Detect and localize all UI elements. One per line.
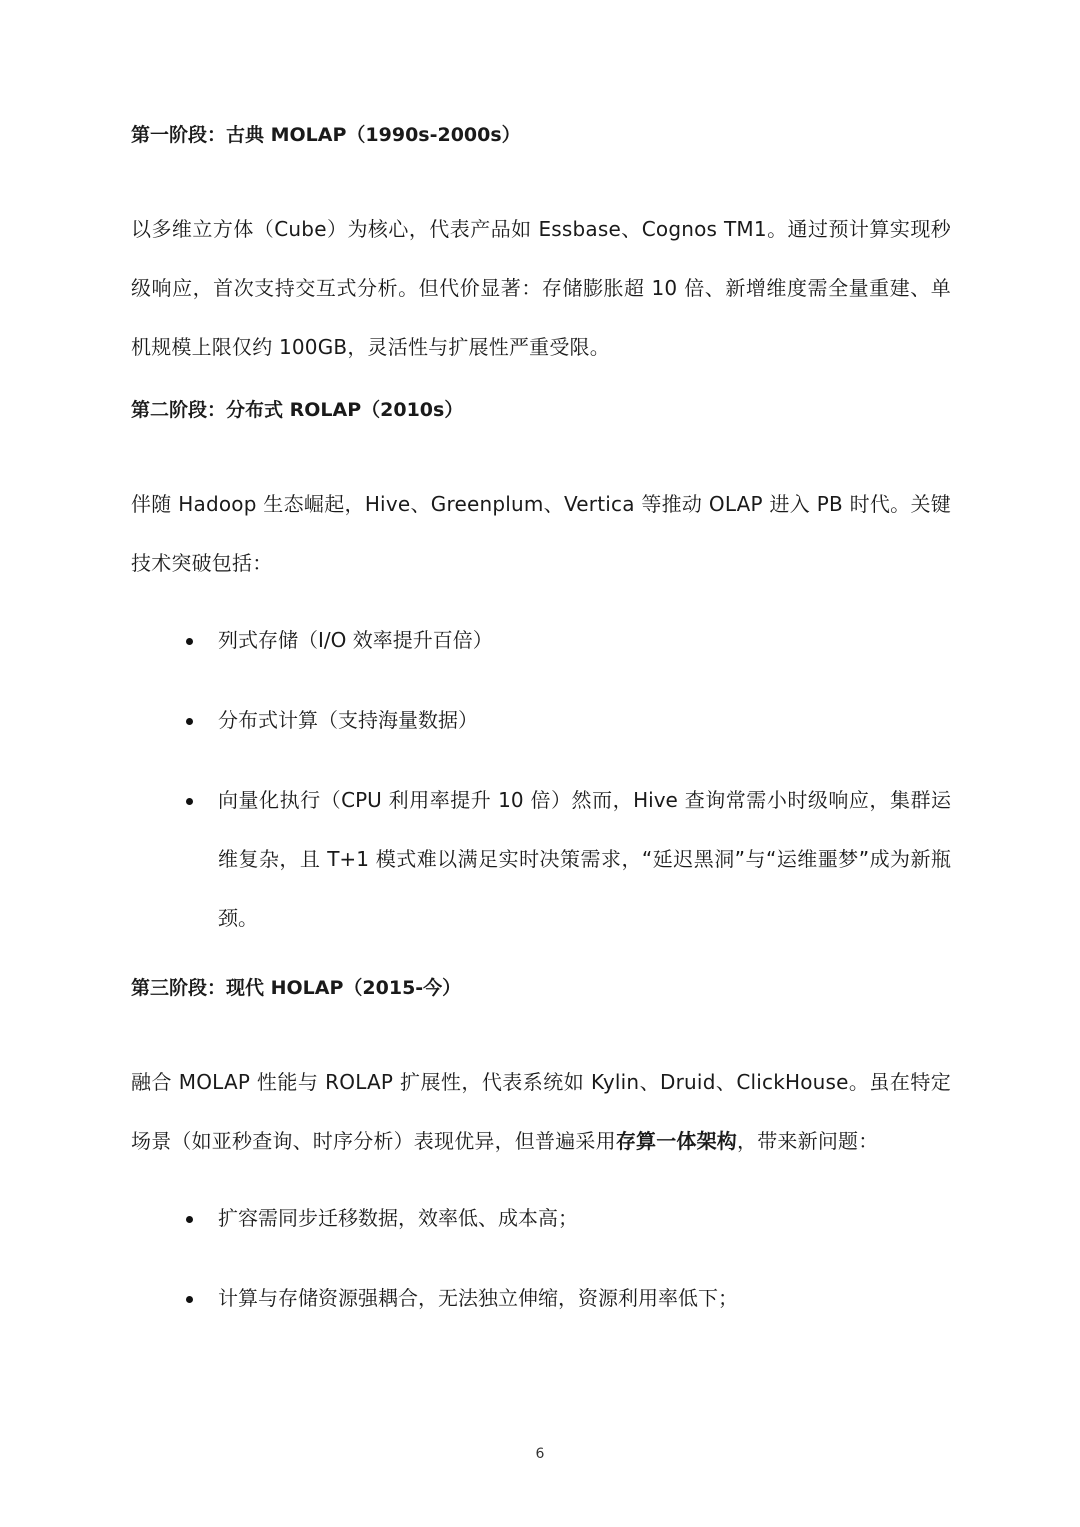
section-heading-1: 第一阶段：古典 MOLAP（1990s-2000s）	[131, 124, 521, 146]
bullet-icon	[186, 1296, 193, 1303]
bullet-icon	[186, 1216, 193, 1223]
bullet-list-3	[131, 1189, 951, 1328]
section-heading-2: 第二阶段：分布式 ROLAP（2010s）	[131, 399, 464, 421]
section-heading-3: 第三阶段：现代 HOLAP（2015-今）	[131, 977, 462, 999]
section-paragraph-2: 伴随 Hadoop 生态崛起，Hive、Greenplum、Vertica 等推动 OLAP 进入 PB 时代。关键技术突破包括：	[131, 492, 951, 575]
list-item-text: 列式存储（I/O 效率提升百倍）	[218, 628, 493, 652]
list-item-text: 扩容需同步迁移数据，效率低、成本高；	[218, 1206, 578, 1230]
list-item	[131, 611, 951, 670]
list-item-text: 分布式计算（支持海量数据）	[218, 708, 478, 732]
page-number: 6	[535, 1446, 545, 1462]
section-paragraph-3	[131, 1053, 951, 1171]
page-content	[131, 120, 951, 1349]
bullet-icon	[186, 638, 193, 645]
bullet-icon	[186, 718, 193, 725]
list-item	[131, 691, 951, 750]
bullet-icon	[186, 798, 193, 805]
list-item	[131, 1189, 951, 1248]
paragraph-text-before: 融合 MOLAP 性能与 ROLAP 扩展性，代表系统如 Kylin、Druid、ClickHouse。虽在特定场景（如亚秒查询、时序分析）表现优异，但普遍采用	[131, 1070, 951, 1153]
list-item	[131, 771, 951, 948]
paragraph-text-after: ，带来新问题：	[737, 1129, 879, 1153]
section-paragraph-1: 以多维立方体（Cube）为核心，代表产品如 Essbase、Cognos TM1。通过预计算实现秒级响应，首次支持交互式分析。但代价显著：存储膨胀超 10 倍、新增维度需全量重建、单机规模上限仅约 100GB，灵活性与扩展性严重受限。	[131, 217, 951, 359]
list-item	[131, 1269, 951, 1328]
list-item-text: 向量化执行（CPU 利用率提升 10 倍）然而，Hive 查询常需小时级响应，集群运维复杂，且 T+1 模式难以满足实时决策需求，“延迟黑洞”与“运维噩梦”成为新瓶颈。	[218, 788, 951, 930]
bullet-list-2	[131, 611, 951, 948]
list-item-text: 计算与存储资源强耦合，无法独立伸缩，资源利用率低下；	[218, 1286, 738, 1310]
paragraph-bold-text: 存算一体架构	[615, 1129, 738, 1153]
